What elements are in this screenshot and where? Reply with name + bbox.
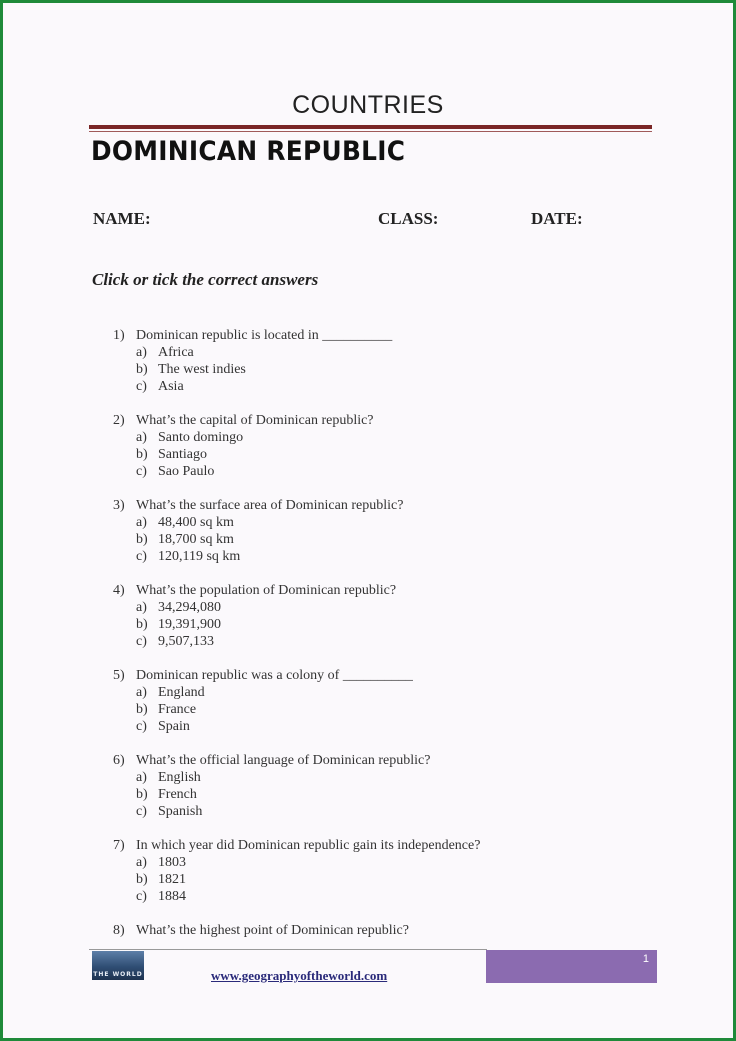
country-title: DOMINICAN REPUBLIC: [91, 136, 406, 167]
answer-options: [136, 599, 633, 650]
answer-option[interactable]: [136, 701, 633, 718]
header-rule-thin: [89, 131, 652, 132]
question-number: 1): [113, 328, 125, 343]
question-line: [113, 582, 633, 599]
date-label: DATE:: [531, 209, 583, 228]
option-letter: a): [136, 855, 147, 870]
option-text: Asia: [158, 379, 184, 394]
option-letter: a): [136, 685, 147, 700]
option-text: Santo domingo: [158, 430, 244, 445]
option-letter: b): [136, 362, 148, 377]
question-item: [113, 412, 633, 480]
option-letter: a): [136, 515, 147, 530]
answer-option[interactable]: [136, 718, 633, 735]
option-letter: b): [136, 447, 148, 462]
option-letter: c): [136, 889, 147, 904]
answer-options: [136, 344, 633, 395]
class-label: CLASS:: [378, 209, 439, 228]
answer-option[interactable]: [136, 361, 633, 378]
option-letter: c): [136, 719, 147, 734]
option-letter: a): [136, 430, 147, 445]
question-line: [113, 922, 633, 939]
question-line: [113, 837, 633, 854]
option-text: 1821: [158, 872, 186, 887]
answer-options: [136, 514, 633, 565]
answer-option[interactable]: [136, 871, 633, 888]
answer-option[interactable]: [136, 531, 633, 548]
option-text: Santiago: [158, 447, 207, 462]
question-line: [113, 497, 633, 514]
option-letter: b): [136, 702, 148, 717]
question-item: [113, 327, 633, 395]
answer-option[interactable]: [136, 854, 633, 871]
question-text: Dominican republic is located in __________: [136, 328, 393, 343]
question-line: [113, 667, 633, 684]
option-text: 19,391,900: [158, 617, 221, 632]
answer-option[interactable]: [136, 514, 633, 531]
header-rule: [89, 125, 652, 129]
option-text: The west indies: [158, 362, 246, 377]
answer-option[interactable]: [136, 769, 633, 786]
answer-option[interactable]: [136, 548, 633, 565]
answer-option[interactable]: [136, 344, 633, 361]
question-item: [113, 582, 633, 650]
option-text: France: [158, 702, 197, 717]
option-text: Spanish: [158, 804, 203, 819]
answer-option[interactable]: [136, 429, 633, 446]
page-number: 1: [642, 953, 649, 965]
question-line: [113, 327, 633, 344]
question-number: 3): [113, 498, 125, 513]
option-letter: c): [136, 549, 147, 564]
option-text: 48,400 sq km: [158, 515, 234, 530]
option-text: 9,507,133: [158, 634, 214, 649]
answer-option[interactable]: [136, 378, 633, 395]
option-text: Sao Paulo: [158, 464, 215, 479]
option-text: 1884: [158, 889, 186, 904]
question-line: [113, 412, 633, 429]
answer-options: [136, 769, 633, 820]
question-number: 8): [113, 923, 125, 938]
question-line: [113, 752, 633, 769]
option-letter: b): [136, 532, 148, 547]
answer-option[interactable]: [136, 446, 633, 463]
answer-option[interactable]: [136, 803, 633, 820]
option-letter: a): [136, 345, 147, 360]
answer-option[interactable]: [136, 616, 633, 633]
question-item: [113, 837, 633, 905]
question-text: What’s the official language of Dominican republic?: [136, 753, 431, 768]
option-text: English: [158, 770, 201, 785]
option-letter: b): [136, 617, 148, 632]
option-letter: c): [136, 379, 147, 394]
question-text: What’s the surface area of Dominican republic?: [136, 498, 404, 513]
option-letter: c): [136, 634, 147, 649]
option-text: 1803: [158, 855, 186, 870]
answer-option[interactable]: [136, 888, 633, 905]
option-text: 18,700 sq km: [158, 532, 234, 547]
header-title: COUNTRIES: [292, 91, 444, 119]
answer-options: [136, 854, 633, 905]
question-number: 4): [113, 583, 125, 598]
question-text: In which year did Dominican republic gain its independence?: [136, 838, 481, 853]
option-letter: b): [136, 787, 148, 802]
option-letter: b): [136, 872, 148, 887]
option-text: Spain: [158, 719, 190, 734]
answer-option[interactable]: [136, 684, 633, 701]
question-number: 7): [113, 838, 125, 853]
question-number: 2): [113, 413, 125, 428]
answer-option[interactable]: [136, 463, 633, 480]
option-text: England: [158, 685, 205, 700]
question-number: 5): [113, 668, 125, 683]
question-item: [113, 497, 633, 565]
option-text: 120,119 sq km: [158, 549, 241, 564]
answer-option[interactable]: [136, 786, 633, 803]
question-number: 6): [113, 753, 125, 768]
option-letter: a): [136, 600, 147, 615]
answer-option[interactable]: [136, 633, 633, 650]
option-text: 34,294,080: [158, 600, 221, 615]
option-letter: a): [136, 770, 147, 785]
question-text: What’s the capital of Dominican republic?: [136, 413, 374, 428]
answer-option[interactable]: [136, 599, 633, 616]
question-list: [113, 327, 633, 956]
option-text: French: [158, 787, 197, 802]
question-text: Dominican republic was a colony of __________: [136, 668, 413, 683]
question-item: [113, 667, 633, 735]
site-logo: [92, 951, 144, 980]
footer-rule: [89, 949, 487, 950]
page-number-box: [486, 950, 657, 983]
answer-options: [136, 684, 633, 735]
question-text: What’s the population of Dominican republic?: [136, 583, 397, 598]
option-letter: c): [136, 464, 147, 479]
instruction-text: Click or tick the correct answers: [92, 270, 319, 289]
question-text: What’s the highest point of Dominican republic?: [136, 923, 409, 938]
name-label: NAME:: [93, 209, 151, 228]
question-item: [113, 752, 633, 820]
question-item: [113, 922, 633, 939]
site-url-link[interactable]: www.geographyoftheworld.com: [211, 968, 388, 983]
answer-options: [136, 429, 633, 480]
logo-text: THE WORLD: [93, 971, 143, 978]
option-letter: c): [136, 804, 147, 819]
option-text: Africa: [158, 345, 194, 360]
